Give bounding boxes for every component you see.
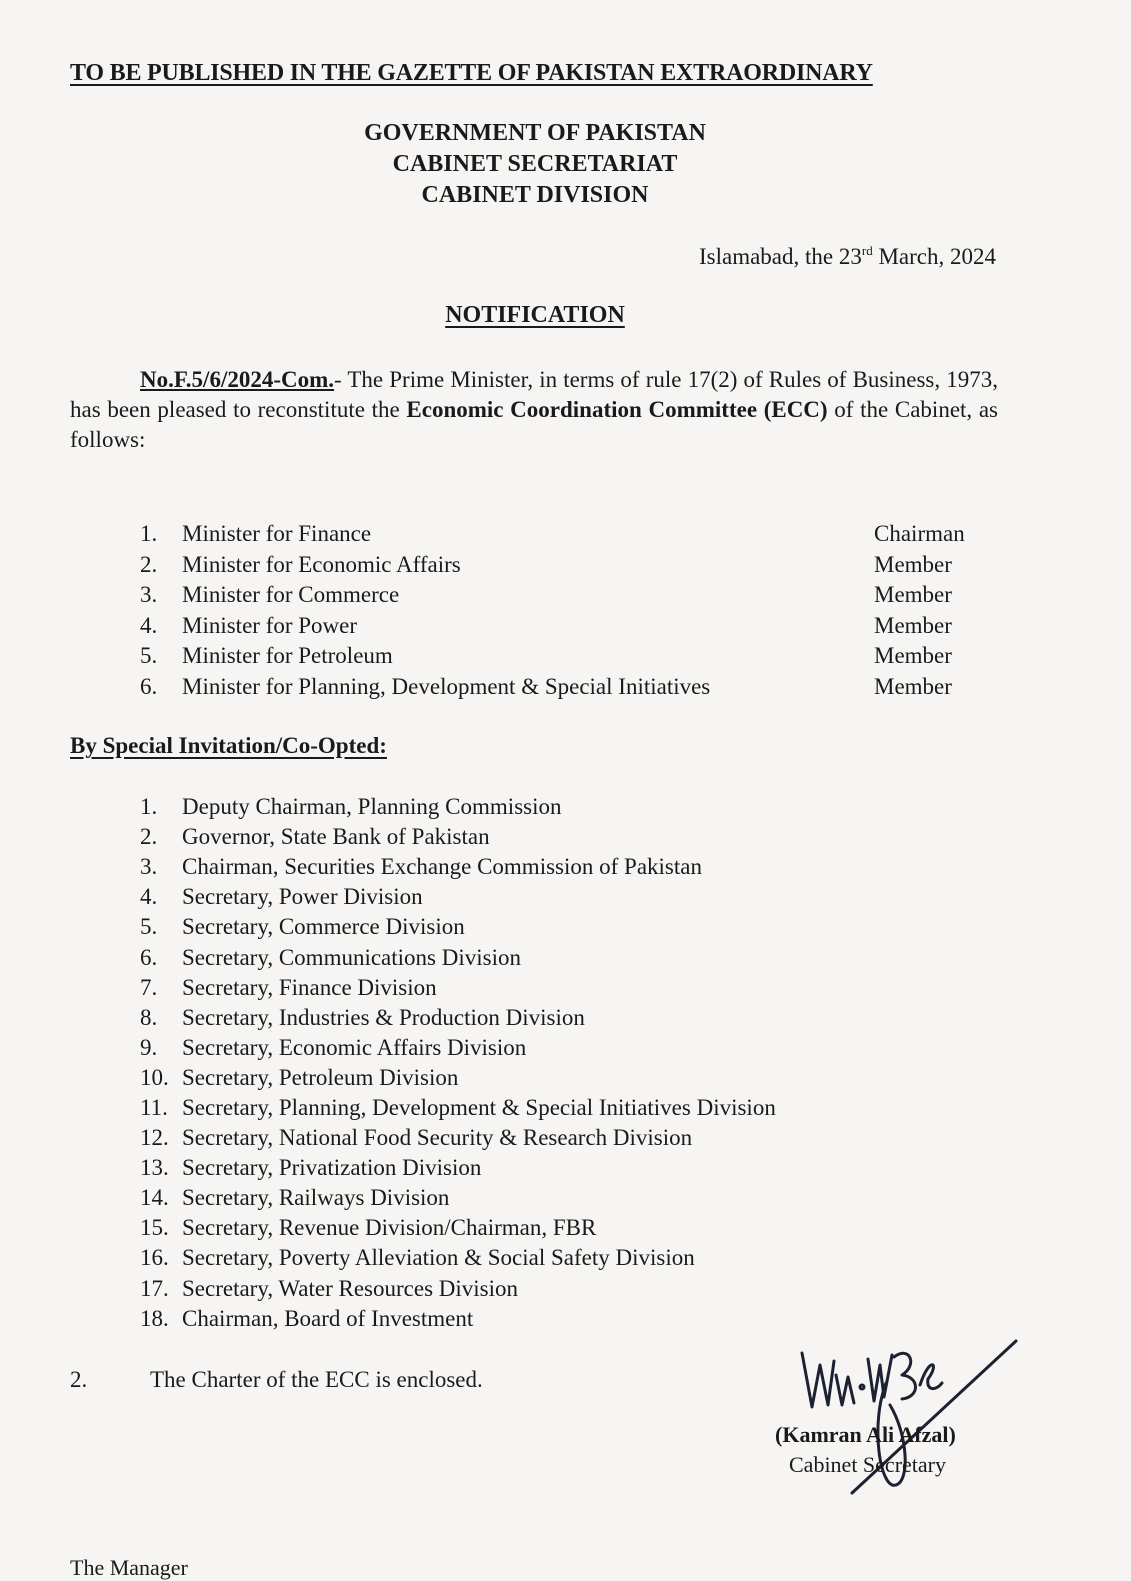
invitee-row — [140, 1243, 900, 1273]
invitee-number: 14. — [140, 1185, 169, 1211]
addressee: The Manager — [70, 1555, 188, 1580]
member-role: Member — [874, 673, 952, 699]
date-prefix: Islamabad, the 23 — [699, 244, 862, 269]
invitee-name: Chairman, Board of Investment — [182, 1305, 474, 1331]
member-role: Member — [874, 643, 952, 669]
heading-secretariat: CABINET SECRETARIAT — [392, 151, 678, 177]
invitee-row — [140, 1274, 900, 1304]
invitee-row — [140, 1063, 900, 1093]
invitee-number: 2. — [140, 824, 158, 850]
invitee-number: 6. — [140, 944, 158, 970]
invitee-number: 15. — [140, 1215, 169, 1241]
date-line — [699, 243, 996, 270]
signatory-name: (Kamran Ali Afzal) — [775, 1422, 956, 1447]
invitee-row — [140, 822, 900, 852]
committee-name: Economic Coordination Committee (ECC) — [406, 397, 828, 422]
member-role: Chairman — [874, 521, 965, 547]
invitee-row — [140, 882, 900, 912]
invitee-row — [140, 1153, 900, 1183]
member-row — [140, 611, 990, 642]
member-number: 6. — [140, 673, 158, 699]
signature-icon — [790, 1335, 1030, 1505]
invitee-number: 13. — [140, 1155, 169, 1181]
date-rest: March, 2024 — [872, 244, 996, 269]
heading-government: GOVERNMENT OF PAKISTAN — [364, 120, 706, 146]
paragraph-text-b: of the Cabinet, as follows: — [70, 397, 999, 452]
member-role: Member — [874, 612, 952, 638]
member-name: Minister for Planning, Development & Special Initiatives — [182, 673, 711, 699]
invitee-number: 5. — [140, 914, 158, 940]
charter-text: The Charter of the ECC is enclosed. — [150, 1367, 483, 1392]
member-role: Member — [874, 582, 952, 608]
paragraph-number: 2. — [70, 1367, 88, 1392]
special-invitation-heading: By Special Invitation/Co-Opted: — [70, 733, 387, 758]
invitee-number: 18. — [140, 1305, 169, 1331]
member-number: 1. — [140, 521, 158, 547]
invitee-name: Secretary, National Food Security & Research Division — [182, 1125, 693, 1151]
gazette-header: TO BE PUBLISHED IN THE GAZETTE OF PAKISTAN EXTRAORDINARY — [70, 60, 873, 86]
member-row — [140, 641, 990, 672]
member-name: Minister for Petroleum — [182, 643, 393, 669]
member-name: Minister for Economic Affairs — [182, 551, 461, 577]
issuing-authority — [0, 118, 1070, 211]
invitee-row — [140, 912, 900, 942]
invitee-name: Secretary, Privatization Division — [182, 1155, 482, 1181]
invitee-number: 10. — [140, 1064, 169, 1090]
notification-title — [0, 302, 1070, 329]
invitee-number: 12. — [140, 1125, 169, 1151]
invitee-name: Deputy Chairman, Planning Commission — [182, 794, 562, 820]
invitee-row — [140, 1003, 900, 1033]
invitee-name: Secretary, Petroleum Division — [182, 1064, 459, 1090]
member-number: 4. — [140, 612, 158, 638]
invitee-row — [140, 1123, 900, 1153]
signatory-designation: Cabinet Secretary — [789, 1452, 946, 1477]
invitee-number: 3. — [140, 854, 158, 880]
invitee-number: 11. — [140, 1094, 168, 1120]
invitee-row — [140, 1183, 900, 1213]
notification-paragraph — [70, 365, 998, 455]
invitee-name: Governor, State Bank of Pakistan — [182, 824, 490, 850]
member-row — [140, 672, 990, 703]
invitee-name: Secretary, Planning, Development & Special Initiatives Division — [182, 1094, 776, 1120]
invitee-name: Secretary, Industries & Production Division — [182, 1004, 585, 1030]
invitee-name: Secretary, Revenue Division/Chairman, FBR — [182, 1215, 597, 1241]
member-role: Member — [874, 551, 952, 577]
member-row — [140, 580, 990, 611]
date-ordinal: rd — [861, 243, 873, 258]
invitee-number: 16. — [140, 1245, 169, 1271]
invitee-number: 17. — [140, 1275, 169, 1301]
invitee-name: Secretary, Communications Division — [182, 944, 521, 970]
invitee-number: 1. — [140, 794, 158, 820]
invitee-number: 8. — [140, 1004, 158, 1030]
member-name: Minister for Finance — [182, 521, 372, 547]
special-invitees-list — [140, 792, 900, 1334]
invitee-name: Secretary, Water Resources Division — [182, 1275, 519, 1301]
member-row — [140, 550, 990, 581]
invitee-row — [140, 792, 900, 822]
invitee-name: Secretary, Economic Affairs Division — [182, 1034, 527, 1060]
invitee-row — [140, 1213, 900, 1243]
member-number: 2. — [140, 551, 158, 577]
members-list — [140, 519, 990, 702]
member-row — [140, 519, 990, 550]
invitee-name: Secretary, Power Division — [182, 884, 423, 910]
member-number: 3. — [140, 582, 158, 608]
invitee-name: Secretary, Railways Division — [182, 1185, 450, 1211]
invitee-row — [140, 973, 900, 1003]
heading-division: CABINET DIVISION — [421, 182, 649, 208]
invitee-name: Secretary, Finance Division — [182, 974, 437, 1000]
invitee-row — [140, 1093, 900, 1123]
charter-paragraph — [70, 1367, 483, 1393]
reference-number: No.F.5/6/2024-Com. — [140, 367, 335, 392]
invitee-row — [140, 852, 900, 882]
invitee-number: 9. — [140, 1034, 158, 1060]
member-name: Minister for Power — [182, 612, 358, 638]
notification-title-text: NOTIFICATION — [445, 302, 625, 328]
member-name: Minister for Commerce — [182, 582, 400, 608]
member-number: 5. — [140, 643, 158, 669]
invitee-name: Secretary, Commerce Division — [182, 914, 465, 940]
invitee-row — [140, 942, 900, 972]
invitee-number: 4. — [140, 884, 158, 910]
invitee-name: Chairman, Securities Exchange Commission of Pakistan — [182, 854, 702, 880]
invitee-name: Secretary, Poverty Alleviation & Social Safety Division — [182, 1245, 695, 1271]
invitee-number: 7. — [140, 974, 158, 1000]
invitee-row — [140, 1033, 900, 1063]
invitee-row — [140, 1304, 900, 1334]
paragraph-text-a: - The Prime Minister, in terms of rule 17(2) of Rules of Business, 1973, has been pleased to reconstitute the — [70, 367, 998, 422]
